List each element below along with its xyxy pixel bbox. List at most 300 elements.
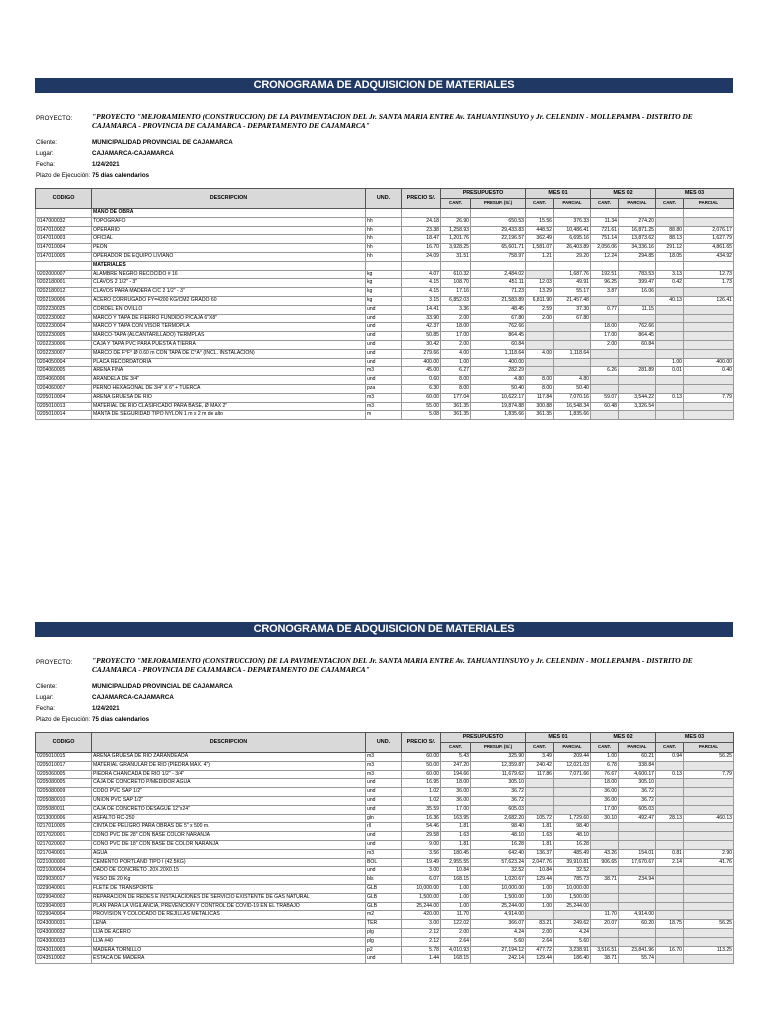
- cell-mes2-parcial: [619, 376, 656, 385]
- cell-codigo: 0229030017: [36, 876, 92, 885]
- cell-presup-total: 71.23: [471, 288, 526, 297]
- cell-descripcion: ARENA GRUESA DE RIO ZARANDEADA: [92, 753, 366, 762]
- cell-descripcion: ALAMBRE NEGRO RECOCIDO # 16: [92, 270, 366, 279]
- cell-codigo: 0229040001: [36, 884, 92, 893]
- cell-presup-cant: 194.66: [441, 770, 471, 779]
- cell-mes2-cant: [591, 893, 619, 902]
- cell-presup-total: 325.90: [471, 753, 526, 762]
- cell-mes3-cant: 0.13: [656, 770, 684, 779]
- cell-mes2-parcial: 3,326.54: [619, 402, 656, 411]
- cell-und: und: [366, 955, 402, 964]
- table-row: [36, 876, 734, 885]
- cell-codigo: 0202000007: [36, 270, 92, 279]
- header-und: UND.: [366, 733, 402, 753]
- cell-descripcion: ACERO CORRUGADO FY=4200 KG/CM2 GRADO 60: [92, 296, 366, 305]
- cell-codigo: 0147010003: [36, 235, 92, 244]
- cell-mes1-cant: 477.72: [526, 946, 554, 955]
- table-row: [36, 349, 734, 358]
- cell-mes2-cant: [591, 928, 619, 937]
- cell-precio: 55.00: [402, 402, 441, 411]
- cell-mes3-cant: [656, 823, 684, 832]
- cell-mes1-parcial: [554, 805, 591, 814]
- cell-codigo: 0217020001: [36, 832, 92, 841]
- cell-presup-cant: 163.95: [441, 814, 471, 823]
- cell-codigo: 0205080005: [36, 779, 92, 788]
- cell-precio: 24.18: [402, 217, 441, 226]
- cell-mes1-parcial: 50.40: [554, 384, 591, 393]
- cell-presup-cant: [441, 261, 471, 270]
- cell-presup-cant: 2.64: [441, 937, 471, 946]
- cell-presup-total: 305.10: [471, 779, 526, 788]
- table-row: [36, 252, 734, 261]
- cell-mes3-parcial: 2.90: [684, 849, 734, 858]
- cell-presup-total: 650.53: [471, 217, 526, 226]
- cell-presup-total: 25,244.00: [471, 902, 526, 911]
- header-parcial: PARCIAL: [554, 199, 591, 209]
- cell-mes3-parcial: [684, 761, 734, 770]
- cell-descripcion: MARCO DE F°F° Ø 0.60 m CON TAPA DE C°A° (INCL. INSTALACION): [92, 349, 366, 358]
- cell-mes2-parcial: 36.72: [619, 788, 656, 797]
- header-precio: PRECIO S/.: [402, 733, 441, 753]
- table-row: [36, 402, 734, 411]
- cell-mes3-cant: [656, 796, 684, 805]
- cell-mes3-cant: [656, 305, 684, 314]
- cell-presup-cant: 2,955.55: [441, 858, 471, 867]
- cell-presup-total: 864.45: [471, 332, 526, 341]
- cell-codigo: [36, 209, 92, 218]
- cell-descripcion: ARENA GRUESA DE RIO: [92, 393, 366, 402]
- cell-mes3-cant: [656, 384, 684, 393]
- table-row: [36, 226, 734, 235]
- cell-presup-cant: 3,928.25: [441, 244, 471, 253]
- cell-mes2-cant: 3,516.51: [591, 946, 619, 955]
- cell-mes1-parcial: [554, 796, 591, 805]
- cell-mes3-parcial: [684, 884, 734, 893]
- cell-mes2-cant: 43.26: [591, 849, 619, 858]
- cell-mes3-parcial: [684, 209, 734, 218]
- cell-codigo: 0202230004: [36, 323, 92, 332]
- cell-descripcion: CINTA DE PELIGRO PARA OBRAS DE 5" x 500 m.: [92, 823, 366, 832]
- header-presupuesto: PRESUPUESTO: [441, 189, 526, 199]
- cell-precio: 0.60: [402, 376, 441, 385]
- cell-mes2-cant: [591, 884, 619, 893]
- cell-mes1-parcial: 67.80: [554, 314, 591, 323]
- cell-presup-cant: [441, 209, 471, 218]
- cell-mes1-parcial: 376.33: [554, 217, 591, 226]
- cell-descripcion: CODO PVC SAP 1/2": [92, 788, 366, 797]
- cell-mes3-parcial: 12.73: [684, 270, 734, 279]
- cell-mes1-parcial: 1,118.64: [554, 349, 591, 358]
- cell-precio: 24.09: [402, 252, 441, 261]
- cell-precio: 3.15: [402, 296, 441, 305]
- cell-precio: 16.70: [402, 244, 441, 253]
- place-value: CAJAMARCA-CAJAMARCA: [92, 694, 174, 701]
- cell-mes2-parcial: [619, 261, 656, 270]
- table-row: [36, 288, 734, 297]
- cell-mes2-cant: 38.71: [591, 955, 619, 964]
- cell-mes2-cant: [591, 261, 619, 270]
- cell-mes1-parcial: 1,687.76: [554, 270, 591, 279]
- cell-mes1-parcial: [554, 340, 591, 349]
- cell-descripcion: MANTA DE SEGURIDAD TIPO NYLON 1 m x 2 m de alto: [92, 411, 366, 420]
- header-mes1: MES 01: [526, 733, 591, 743]
- table-row: [36, 314, 734, 323]
- term-label: Plazo de Ejecución:: [36, 716, 91, 723]
- cell-mes3-parcial: [684, 261, 734, 270]
- cell-mes1-cant: 15.56: [526, 217, 554, 226]
- cell-mes2-cant: 96.25: [591, 279, 619, 288]
- cell-descripcion: REPARACION DE REDES E INSTALACIONES DE SERVICIO EXISTENTE DE GAS NATURAL: [92, 893, 366, 902]
- cell-und: m3: [366, 770, 402, 779]
- cell-mes1-parcial: 32.52: [554, 867, 591, 876]
- cell-presup-total: 2,484.02: [471, 270, 526, 279]
- cell-und: plg: [366, 928, 402, 937]
- cell-mes2-parcial: [619, 823, 656, 832]
- cell-descripcion: MARCO-TAPA (ALCANTARILLADO) TERMPLAS: [92, 332, 366, 341]
- cell-mes2-cant: [591, 296, 619, 305]
- cell-mes1-cant: 2.00: [526, 928, 554, 937]
- cell-presup-total: 36.72: [471, 788, 526, 797]
- cell-und: und: [366, 358, 402, 367]
- cell-presup-cant: 3.36: [441, 305, 471, 314]
- cell-mes3-cant: [656, 893, 684, 902]
- cell-mes2-parcial: 13,873.62: [619, 235, 656, 244]
- cell-mes3-parcial: 113.25: [684, 946, 734, 955]
- cell-und: pza: [366, 384, 402, 393]
- header-parcial: PARCIAL: [554, 743, 591, 753]
- cell-codigo: 0205010004: [36, 393, 92, 402]
- cell-mes3-cant: 0.81: [656, 849, 684, 858]
- cell-descripcion: MATERIAL DE RIO CLASIFICADO PARA BASE, Ø MAX 2": [92, 402, 366, 411]
- cell-mes3-cant: 0.01: [656, 367, 684, 376]
- cell-mes2-cant: 30.10: [591, 814, 619, 823]
- header-mes2: MES 02: [591, 733, 656, 743]
- cell-mes3-parcial: 400.00: [684, 358, 734, 367]
- cell-mes3-cant: 2.14: [656, 858, 684, 867]
- cell-presup-cant: 17.00: [441, 805, 471, 814]
- cell-codigo: 0213000006: [36, 814, 92, 823]
- table-row: [36, 393, 734, 402]
- materials-table-2: [35, 732, 734, 964]
- cell-mes1-parcial: 26,403.89: [554, 244, 591, 253]
- cell-presup-cant: 10.84: [441, 867, 471, 876]
- cell-descripcion: OFICIAL: [92, 235, 366, 244]
- header-und: UND.: [366, 189, 402, 209]
- cell-precio: 19.49: [402, 858, 441, 867]
- cell-mes3-cant: [656, 876, 684, 885]
- cell-mes1-parcial: [554, 367, 591, 376]
- cell-presup-cant: 17.16: [441, 288, 471, 297]
- cell-precio: 400.00: [402, 358, 441, 367]
- cell-mes1-parcial: 25,244.00: [554, 902, 591, 911]
- cell-mes1-parcial: 37.30: [554, 305, 591, 314]
- cell-presup-total: 762.66: [471, 323, 526, 332]
- cell-mes2-cant: 2,056.06: [591, 244, 619, 253]
- term-label: Plazo de Ejecución:: [36, 172, 91, 179]
- cell-precio: 279.66: [402, 349, 441, 358]
- cell-mes1-cant: [526, 788, 554, 797]
- cell-mes1-cant: 13.29: [526, 288, 554, 297]
- cell-mes1-parcial: 12,021.03: [554, 761, 591, 770]
- cell-presup-total: 12,359.87: [471, 761, 526, 770]
- cell-codigo: 0243000033: [36, 937, 92, 946]
- materials-table-1: [35, 188, 734, 420]
- table-body-1: [36, 209, 734, 420]
- table-row: [36, 955, 734, 964]
- place-label: Lugar:: [36, 150, 54, 157]
- cell-mes3-cant: [656, 411, 684, 420]
- cell-presup-total: 16.28: [471, 840, 526, 849]
- cell-mes3-cant: [656, 955, 684, 964]
- cell-descripcion: LIJA DE ACERO: [92, 928, 366, 937]
- cell-mes1-cant: 240.42: [526, 761, 554, 770]
- cell-codigo: 0147010004: [36, 244, 92, 253]
- cell-codigo: 0202180012: [36, 288, 92, 297]
- cell-mes3-cant: [656, 902, 684, 911]
- cell-mes1-cant: [526, 270, 554, 279]
- cell-descripcion: MADERA TORNILLO: [92, 946, 366, 955]
- cell-codigo: 0204050004: [36, 358, 92, 367]
- cell-mes2-cant: 721.61: [591, 226, 619, 235]
- cell-precio: 9.00: [402, 840, 441, 849]
- cell-mes3-parcial: [684, 376, 734, 385]
- cell-precio: 420.00: [402, 911, 441, 920]
- cell-descripcion: CAJA DE CONCRETO DESAGÜE 12"x24": [92, 805, 366, 814]
- cell-mes3-parcial: [684, 805, 734, 814]
- cell-presup-total: 19,874.88: [471, 402, 526, 411]
- cell-mes3-parcial: 41.76: [684, 858, 734, 867]
- cell-mes3-cant: 88.80: [656, 226, 684, 235]
- cell-presup-cant: 610.32: [441, 270, 471, 279]
- cell-und: GLB: [366, 884, 402, 893]
- cell-und: p2: [366, 946, 402, 955]
- table-row: [36, 261, 734, 270]
- cell-mes1-parcial: 7,070.16: [554, 393, 591, 402]
- cell-und: TER: [366, 920, 402, 929]
- cell-mes3-cant: [656, 217, 684, 226]
- cell-mes3-cant: [656, 805, 684, 814]
- table-row: [36, 920, 734, 929]
- header-cant: CANT.: [441, 199, 471, 209]
- cell-precio: 3.56: [402, 849, 441, 858]
- cell-mes1-cant: [526, 796, 554, 805]
- cell-mes2-cant: [591, 314, 619, 323]
- project-name: "PROYECTO "MEJORAMIENTO (CONSTRUCCION) DE LA PAVIMENTACION DEL Jr. SANTA MARIA ENTRE Av. TAHUANTINSUYO y Jr. CELENDIN - MOLLEPAMPA - DISTRITO DE CAJAMARCA - PROVINCIA DE CAJAMARCA - DEPARTAMENTO DE CAJAMARCA": [92, 656, 693, 674]
- cell-mes2-cant: 6.78: [591, 761, 619, 770]
- cell-presup-cant: 180.45: [441, 849, 471, 858]
- cell-presup-cant: 1.81: [441, 840, 471, 849]
- cell-mes2-parcial: [619, 296, 656, 305]
- cell-mes1-cant: 83.21: [526, 920, 554, 929]
- place-value: CAJAMARCA-CAJAMARCA: [92, 150, 174, 157]
- cell-mes1-parcial: [554, 779, 591, 788]
- cell-presup-total: 4.24: [471, 928, 526, 937]
- cell-und: kg: [366, 279, 402, 288]
- cell-descripcion: FLETE DE TRANSPORTE: [92, 884, 366, 893]
- cell-descripcion: CONO PVC DE 18" CON BASE DE COLOR NARANJA: [92, 840, 366, 849]
- cell-und: und: [366, 779, 402, 788]
- cell-presup-cant: 8.00: [441, 384, 471, 393]
- cell-descripcion: CLAVOS 2 1/2" - 3": [92, 279, 366, 288]
- cell-presup-total: [471, 209, 526, 218]
- cell-mes3-parcial: [684, 937, 734, 946]
- cell-codigo: 0221000000: [36, 858, 92, 867]
- cell-mes1-parcial: 21,457.48: [554, 296, 591, 305]
- cell-descripcion: CEMENTO PORTLAND TIPO I (42.5KG): [92, 858, 366, 867]
- cell-precio: 1,500.00: [402, 893, 441, 902]
- cell-codigo: 0202230007: [36, 349, 92, 358]
- cell-mes1-cant: 10.84: [526, 867, 554, 876]
- sheet-2: [35, 622, 733, 964]
- place-label: Lugar:: [36, 694, 54, 701]
- cell-mes2-parcial: 492.47: [619, 814, 656, 823]
- cell-precio: [402, 209, 441, 218]
- cell-presup-total: 242.14: [471, 955, 526, 964]
- cell-codigo: 0205080009: [36, 788, 92, 797]
- cell-und: GLB: [366, 893, 402, 902]
- cell-mes2-parcial: 60.84: [619, 340, 656, 349]
- cell-mes2-cant: 60.48: [591, 402, 619, 411]
- cell-mes3-cant: 16.70: [656, 946, 684, 955]
- cell-mes2-parcial: [619, 358, 656, 367]
- table-row: [36, 770, 734, 779]
- cell-mes1-cant: 3.49: [526, 753, 554, 762]
- table-row: [36, 761, 734, 770]
- cell-presup-cant: 1,258.93: [441, 226, 471, 235]
- term-value: 75 días calendarios: [92, 716, 150, 723]
- cell-mes3-parcial: [684, 384, 734, 393]
- cell-und: hh: [366, 244, 402, 253]
- cell-descripcion: ESTACA DE MADERA: [92, 955, 366, 964]
- cell-und: m2: [366, 911, 402, 920]
- cell-mes1-cant: 1.00: [526, 902, 554, 911]
- cell-mes3-parcial: [684, 402, 734, 411]
- cell-mes3-parcial: 460.13: [684, 814, 734, 823]
- cell-mes2-cant: 11.34: [591, 217, 619, 226]
- cell-precio: 4.15: [402, 279, 441, 288]
- cell-codigo: 0147010002: [36, 226, 92, 235]
- cell-mes3-parcial: [684, 796, 734, 805]
- cell-mes1-parcial: 4.80: [554, 376, 591, 385]
- cell-mes3-cant: [656, 867, 684, 876]
- table-row: [36, 946, 734, 955]
- cell-presup-total: 57,623.24: [471, 858, 526, 867]
- cell-mes1-parcial: 10,486.41: [554, 226, 591, 235]
- cell-mes3-parcial: [684, 349, 734, 358]
- cell-und: m3: [366, 393, 402, 402]
- cell-codigo: 0243000032: [36, 928, 92, 937]
- cell-precio: 1.44: [402, 955, 441, 964]
- cell-mes2-parcial: [619, 928, 656, 937]
- cell-precio: 3.00: [402, 867, 441, 876]
- cell-mes2-cant: [591, 823, 619, 832]
- cell-descripcion: MARCO Y TAPA CON VISOR TERMOPLA: [92, 323, 366, 332]
- cell-precio: 60.00: [402, 753, 441, 762]
- cell-presup-cant: 11.70: [441, 911, 471, 920]
- header-parcial: PARCIAL: [684, 743, 734, 753]
- cell-presup-total: 2,682.20: [471, 814, 526, 823]
- cell-presup-cant: 122.02: [441, 920, 471, 929]
- cell-mes3-parcial: [684, 867, 734, 876]
- cell-und: hh: [366, 235, 402, 244]
- cell-mes1-cant: 129.44: [526, 955, 554, 964]
- cell-und: GLB: [366, 902, 402, 911]
- cell-descripcion: PERNO HEXAGONAL DE 3/4" X 6" + TUERCA: [92, 384, 366, 393]
- cell-mes1-cant: [526, 332, 554, 341]
- cell-codigo: 0202230006: [36, 340, 92, 349]
- header-presup: PRESUP. (S/.): [471, 743, 526, 753]
- cell-mes1-parcial: 49.91: [554, 279, 591, 288]
- cell-mes1-cant: 1.00: [526, 884, 554, 893]
- client-value: MUNICIPALIDAD PROVINCIAL DE CAJAMARCA: [92, 139, 233, 146]
- cell-und: und: [366, 349, 402, 358]
- cell-mes3-parcial: [684, 411, 734, 420]
- cell-presup-total: 67.80: [471, 314, 526, 323]
- cell-mes2-parcial: 4,600.17: [619, 770, 656, 779]
- cell-presup-cant: 36.00: [441, 796, 471, 805]
- table-row: [36, 270, 734, 279]
- cell-mes1-cant: [526, 367, 554, 376]
- cell-presup-total: 10,622.17: [471, 393, 526, 402]
- cell-und: [366, 209, 402, 218]
- cell-mes1-cant: 2.64: [526, 937, 554, 946]
- cell-precio: 50.85: [402, 332, 441, 341]
- cell-presup-total: 451.11: [471, 279, 526, 288]
- cell-und: bls: [366, 876, 402, 885]
- header-descripcion: DESCRIPCION: [92, 733, 366, 753]
- cell-mes1-parcial: [554, 261, 591, 270]
- cell-mes2-parcial: 11.15: [619, 305, 656, 314]
- cell-codigo: 0204060006: [36, 376, 92, 385]
- table-row: [36, 305, 734, 314]
- cell-presup-cant: 18.00: [441, 779, 471, 788]
- table-row: [36, 279, 734, 288]
- cell-und: und: [366, 332, 402, 341]
- cell-mes2-parcial: 60.21: [619, 753, 656, 762]
- cell-mes2-parcial: 34,336.16: [619, 244, 656, 253]
- table-row: [36, 911, 734, 920]
- cell-descripcion: PROVISION Y COLOCADO DE REJILLAS METALICAS: [92, 911, 366, 920]
- cell-codigo: 0202230002: [36, 314, 92, 323]
- cell-mes1-parcial: 29.20: [554, 252, 591, 261]
- cell-mes3-cant: 18.75: [656, 920, 684, 929]
- cell-presup-cant: 2.00: [441, 340, 471, 349]
- cell-mes3-cant: 28.13: [656, 814, 684, 823]
- table-row: [36, 788, 734, 797]
- cell-und: und: [366, 314, 402, 323]
- cell-precio: 16.95: [402, 779, 441, 788]
- cell-mes3-cant: 0.94: [656, 753, 684, 762]
- table-body-2: [36, 753, 734, 964]
- cell-mes2-cant: 76.67: [591, 770, 619, 779]
- cell-und: und: [366, 376, 402, 385]
- cell-mes1-cant: [526, 209, 554, 218]
- cell-presup-total: 98.40: [471, 823, 526, 832]
- cell-presup-total: 4.80: [471, 376, 526, 385]
- cell-mes2-parcial: 783.53: [619, 270, 656, 279]
- cell-presup-cant: 6,852.03: [441, 296, 471, 305]
- cell-presup-cant: 2.00: [441, 314, 471, 323]
- cell-descripcion: ARENA FINA: [92, 367, 366, 376]
- cell-mes1-parcial: 186.40: [554, 955, 591, 964]
- cell-presup-cant: 2.00: [441, 928, 471, 937]
- cell-mes2-cant: 906.65: [591, 858, 619, 867]
- cell-mes2-parcial: 17,670.67: [619, 858, 656, 867]
- cell-mes1-parcial: [554, 323, 591, 332]
- project-info: [35, 637, 733, 723]
- cell-mes1-parcial: 485.49: [554, 849, 591, 858]
- table-row: [36, 332, 734, 341]
